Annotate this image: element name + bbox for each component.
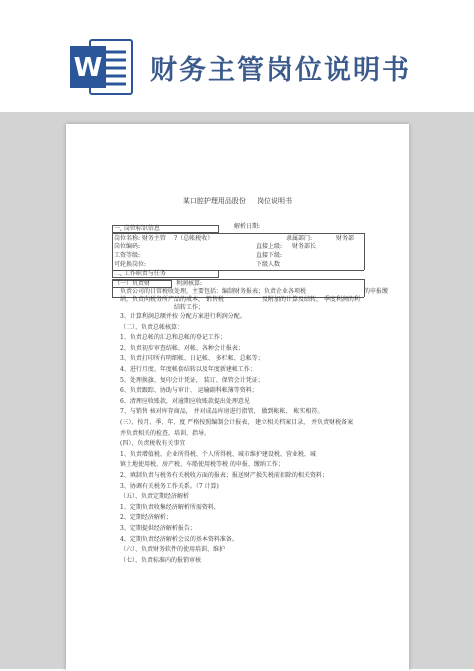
duty-line: 3、协调有关税务工作关系。（7 计算) xyxy=(120,483,219,490)
direct-superior-value: 财务部长 xyxy=(292,243,317,250)
exchange-position-label: 可轮换岗位: xyxy=(114,261,147,268)
duty-line: 3、计算利润总额并按 分配方案进行利润分配。 xyxy=(120,313,246,320)
section-2-heading: 二, 工作职责与任务 xyxy=(114,270,166,277)
section-1-heading: 一, 岗位标识信息 xyxy=(114,225,160,232)
duty-line: 3、定期提供经济解析报告； xyxy=(120,525,196,532)
direct-superior-label: 直接上级: xyxy=(256,243,283,250)
analysis-date-label: 解析日期: xyxy=(234,223,261,230)
word-icon-letter: W xyxy=(73,53,103,83)
duty-line-e: 及附加的计算及结转， 季度利润的利 xyxy=(262,296,360,303)
doc-type: 岗位说明书 xyxy=(257,197,293,205)
department-value: 财务部 xyxy=(336,235,355,242)
duty-line-c: 的申报缴 xyxy=(364,288,389,295)
duty-line: 5、处理换旗、复印会计凭证， 装订、保管会计凭证； xyxy=(120,377,264,384)
position-code-label: 岗位编码: xyxy=(114,243,141,250)
duty-line: (四）、负责税收有关事宜 xyxy=(120,440,186,447)
duty-line: 4、定期负责经济解析会议的基本资料准备。 xyxy=(120,536,238,543)
duty-line-b: 负责公司的日常税收处理，主要包括：编制财务报表；负责企业各项税 xyxy=(120,288,307,295)
table-rule xyxy=(364,233,365,270)
duty-line: 7、与销售 核对库存商品， 并对成品库房进行指管， 做到帐帐、 帐实相符。 xyxy=(120,408,324,415)
duty-line: 镇土地使用税、房产税、车船使用税等税 的申报、缴纳工作； xyxy=(120,461,284,468)
duty-line: （五）、负责定期经济解析 xyxy=(120,493,190,500)
position-name: 岗位名称: 财务主管 xyxy=(114,235,166,242)
duty-line: 1、定期负责收集经济解析所需资料， xyxy=(120,504,220,511)
document-title xyxy=(66,196,409,206)
duty-line: 3、负责打印所有明细帐、日记帐、 多栏帐、总帐等； xyxy=(120,355,264,362)
duty-line: 并负责相关的检查，培训、指导。 xyxy=(120,430,211,437)
duty-line: 4、进行月度、年度帐套结转以及年度新建帐工作； xyxy=(120,366,256,373)
duty-line: 2、填制负责与税务有关税收方面的报表；报送财产损失税前扣除的相关资料； xyxy=(120,472,328,479)
section-3-heading: （一）负责财 xyxy=(114,280,151,287)
duty-line-f: 结转工作； xyxy=(174,304,205,311)
duty-line: （七）、负责标准内的报销审核 xyxy=(120,557,202,564)
position-note: ?（总帐税收） xyxy=(174,235,214,242)
document-preview-area xyxy=(0,112,474,669)
duty-line: (三）、按月、季、年、度 严格按照编制会计报表， 建立相关档案目录， 并负责财税备案 xyxy=(120,419,354,426)
duty-line: （六）、负责财务软件的使用培训、维护 xyxy=(120,546,226,553)
duty-line-d: 纳，负责向税务所产品的成本， 销售税 xyxy=(120,296,224,303)
header-banner xyxy=(0,0,474,112)
document-page xyxy=(66,124,409,671)
duty-line: 2、定期经济解析； xyxy=(120,514,172,521)
page-title: 财务主管岗位说明书 xyxy=(150,55,411,86)
duty-line: （二）、负责总帐核算： xyxy=(120,324,184,331)
word-document-icon xyxy=(70,38,134,96)
duty-line: 2、负责初步审查结帐、对帐、各种会计报表； xyxy=(120,345,244,352)
duty-line: 1、负责总帐的汇总和总帐的登记工作； xyxy=(120,334,226,341)
duty-line: 6、负责跟踪、协助与审计、 运输副科帐簿等资料； xyxy=(120,387,258,394)
wage-grade-label: 工资等级: xyxy=(114,252,141,259)
duty-line: 1、负责增值税、企业所得税、个人所得税、城市维护建设税、营业税、城 xyxy=(120,451,316,458)
company-title: 某口腔护理用品股份 xyxy=(182,197,246,205)
duty-line: 6、清理应收账款，对逾期应收账款提出处理意见 xyxy=(120,398,250,405)
duty-line-a: 利润核算: xyxy=(176,280,203,287)
direct-subordinate-label: 直接下级: xyxy=(256,252,283,259)
table-rule xyxy=(112,233,113,270)
department-label: 隶属部门: xyxy=(286,235,313,242)
subordinate-count-label: 下级人数 xyxy=(256,261,281,268)
